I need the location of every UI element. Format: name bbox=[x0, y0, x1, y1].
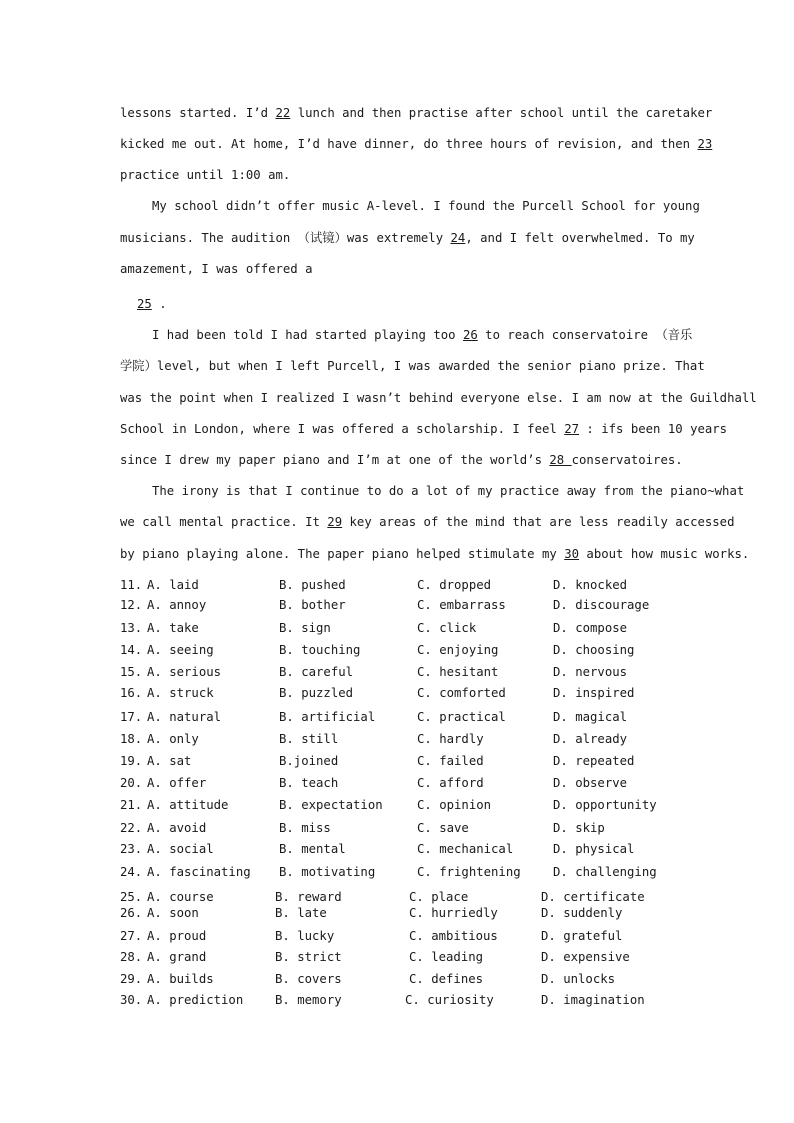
option-c: C. comforted bbox=[417, 686, 506, 700]
question-row bbox=[120, 970, 680, 988]
option-a: A. only bbox=[147, 732, 199, 746]
option-c: C. dropped bbox=[417, 578, 492, 592]
question-row bbox=[120, 840, 680, 858]
option-d: D. skip bbox=[553, 821, 605, 835]
option-b: B. lucky bbox=[275, 929, 335, 943]
option-d: D. choosing bbox=[553, 643, 635, 657]
question-row bbox=[120, 796, 680, 814]
question-number: 13. bbox=[120, 621, 143, 635]
question-row bbox=[120, 774, 680, 792]
passage-line: My school didn’t offer music A-level. I found the Purcell School for young bbox=[152, 199, 700, 213]
option-d: D. already bbox=[553, 732, 628, 746]
question-number: 11. bbox=[120, 578, 143, 592]
option-d: D. expensive bbox=[541, 950, 630, 964]
option-a: A. struck bbox=[147, 686, 214, 700]
option-d: D. discourage bbox=[553, 598, 650, 612]
question-row bbox=[120, 752, 680, 770]
option-a: A. laid bbox=[147, 578, 199, 592]
option-c: C. enjoying bbox=[417, 643, 499, 657]
question-number: 24. bbox=[120, 865, 143, 879]
question-row bbox=[120, 596, 680, 614]
option-a: A. avoid bbox=[147, 821, 207, 835]
passage-line: amazement, I was offered a bbox=[120, 262, 313, 276]
option-a: A. annoy bbox=[147, 598, 207, 612]
option-d: D. nervous bbox=[553, 665, 628, 679]
option-b: B. still bbox=[279, 732, 339, 746]
question-number: 29. bbox=[120, 972, 143, 986]
option-b: B. strict bbox=[275, 950, 342, 964]
option-a: A. seeing bbox=[147, 643, 214, 657]
blank-23: 23 bbox=[697, 137, 713, 151]
option-b: B. covers bbox=[275, 972, 342, 986]
question-number: 28. bbox=[120, 950, 143, 964]
option-b: B. teach bbox=[279, 776, 339, 790]
option-c: C. practical bbox=[417, 710, 506, 724]
option-b: B. careful bbox=[279, 665, 354, 679]
question-row bbox=[120, 948, 680, 966]
blank-29: 29 bbox=[327, 515, 343, 529]
option-c: C. failed bbox=[417, 754, 484, 768]
question-number: 20. bbox=[120, 776, 143, 790]
option-d: D. grateful bbox=[541, 929, 623, 943]
option-a: A. soon bbox=[147, 906, 199, 920]
option-b: B. artificial bbox=[279, 710, 376, 724]
option-b: B. motivating bbox=[279, 865, 376, 879]
option-d: D. repeated bbox=[553, 754, 635, 768]
option-a: A. fascinating bbox=[147, 865, 251, 879]
option-c: C. hesitant bbox=[417, 665, 499, 679]
option-d: D. observe bbox=[553, 776, 628, 790]
passage-line: since I drew my paper piano and I’m at one of the world’s 28 conservatoires. bbox=[120, 453, 683, 467]
passage-line: 学院）level, but when I left Purcell, I was awarded the senior piano prize. That bbox=[120, 359, 705, 373]
option-a: A. course bbox=[147, 890, 214, 904]
passage-line: kicked me out. At home, I’d have dinner, do three hours of revision, and then 23 bbox=[120, 137, 713, 151]
option-c: C. opinion bbox=[417, 798, 492, 812]
question-row bbox=[120, 904, 680, 922]
question-number: 12. bbox=[120, 598, 143, 612]
option-b: B. pushed bbox=[279, 578, 346, 592]
passage-line: I had been told I had started playing too 26 to reach conservatoire （音乐 bbox=[152, 328, 693, 342]
option-a: A. attitude bbox=[147, 798, 229, 812]
blank-27: 27 bbox=[564, 422, 580, 436]
passage-line: 25 . bbox=[137, 297, 167, 311]
option-d: D. imagination bbox=[541, 993, 645, 1007]
option-d: D. opportunity bbox=[553, 798, 657, 812]
question-row bbox=[120, 641, 680, 659]
passage-line: by piano playing alone. The paper piano helped stimulate my 30 about how music works. bbox=[120, 547, 750, 561]
blank-30: 30 bbox=[564, 547, 580, 561]
question-number: 16. bbox=[120, 686, 143, 700]
question-row bbox=[120, 991, 680, 1009]
option-a: A. social bbox=[147, 842, 214, 856]
option-d: D. knocked bbox=[553, 578, 628, 592]
option-d: D. unlocks bbox=[541, 972, 616, 986]
blank-22: 22 bbox=[275, 106, 291, 120]
passage-line: musicians. The audition （试镜）was extremely 24, and I felt overwhelmed. To my bbox=[120, 231, 695, 245]
question-row bbox=[120, 576, 680, 594]
question-row bbox=[120, 863, 680, 881]
option-d: D. physical bbox=[553, 842, 635, 856]
option-a: A. sat bbox=[147, 754, 192, 768]
question-number: 21. bbox=[120, 798, 143, 812]
option-c: C. frightening bbox=[417, 865, 521, 879]
blank-25: 25 bbox=[137, 297, 152, 311]
question-number: 19. bbox=[120, 754, 143, 768]
passage-line: we call mental practice. It 29 key areas of the mind that are less readily accessed bbox=[120, 515, 735, 529]
option-c: C. afford bbox=[417, 776, 484, 790]
question-row bbox=[120, 708, 680, 726]
option-d: D. compose bbox=[553, 621, 628, 635]
option-c: C. hurriedly bbox=[409, 906, 498, 920]
option-c: C. curiosity bbox=[405, 993, 494, 1007]
question-number: 26. bbox=[120, 906, 143, 920]
option-b: B. memory bbox=[275, 993, 342, 1007]
blank-28: 28 bbox=[549, 453, 572, 467]
passage-line: School in London, where I was offered a scholarship. I feel 27 : ifs been 10 years bbox=[120, 422, 728, 436]
option-b: B. puzzled bbox=[279, 686, 354, 700]
option-a: A. grand bbox=[147, 950, 207, 964]
option-c: C. hardly bbox=[417, 732, 484, 746]
option-a: A. offer bbox=[147, 776, 207, 790]
option-c: C. embarrass bbox=[417, 598, 506, 612]
blank-26: 26 bbox=[462, 328, 478, 342]
question-number: 23. bbox=[120, 842, 143, 856]
option-a: A. take bbox=[147, 621, 199, 635]
question-number: 14. bbox=[120, 643, 143, 657]
option-b: B.joined bbox=[279, 754, 339, 768]
question-row bbox=[120, 888, 680, 904]
question-number: 22. bbox=[120, 821, 143, 835]
option-d: D. challenging bbox=[553, 865, 657, 879]
option-b: B. bother bbox=[279, 598, 346, 612]
question-number: 25. bbox=[120, 890, 143, 904]
option-d: D. magical bbox=[553, 710, 628, 724]
question-number: 30. bbox=[120, 993, 143, 1007]
question-row bbox=[120, 730, 680, 748]
option-b: B. reward bbox=[275, 890, 342, 904]
option-b: B. touching bbox=[279, 643, 361, 657]
question-number: 17. bbox=[120, 710, 143, 724]
question-number: 15. bbox=[120, 665, 143, 679]
blank-24: 24 bbox=[450, 231, 466, 245]
option-c: C. mechanical bbox=[417, 842, 514, 856]
question-row bbox=[120, 663, 680, 681]
option-a: A. serious bbox=[147, 665, 222, 679]
option-c: C. leading bbox=[409, 950, 484, 964]
option-b: B. mental bbox=[279, 842, 346, 856]
passage-line: practice until 1:00 am. bbox=[120, 168, 291, 182]
option-c: C. save bbox=[417, 821, 469, 835]
option-d: D. inspired bbox=[553, 686, 635, 700]
passage-line: The irony is that I continue to do a lot of my practice away from the piano~what bbox=[152, 484, 745, 498]
option-a: A. natural bbox=[147, 710, 222, 724]
option-c: C. place bbox=[409, 890, 469, 904]
option-d: D. certificate bbox=[541, 890, 645, 904]
question-number: 18. bbox=[120, 732, 143, 746]
option-c: C. ambitious bbox=[409, 929, 498, 943]
option-b: B. miss bbox=[279, 821, 331, 835]
question-number: 27. bbox=[120, 929, 143, 943]
question-row bbox=[120, 684, 680, 702]
option-b: B. late bbox=[275, 906, 327, 920]
option-c: C. defines bbox=[409, 972, 484, 986]
option-a: A. proud bbox=[147, 929, 207, 943]
option-c: C. click bbox=[417, 621, 477, 635]
option-d: D. suddenly bbox=[541, 906, 623, 920]
passage-line: was the point when I realized I wasn’t behind everyone else. I am now at the Guildhall bbox=[120, 391, 757, 405]
passage-line: lessons started. I’d 22 lunch and then practise after school until the caretaker bbox=[120, 106, 713, 120]
question-row bbox=[120, 819, 680, 837]
question-row bbox=[120, 619, 680, 637]
option-b: B. sign bbox=[279, 621, 331, 635]
question-row bbox=[120, 927, 680, 945]
option-b: B. expectation bbox=[279, 798, 383, 812]
option-a: A. builds bbox=[147, 972, 214, 986]
option-a: A. prediction bbox=[147, 993, 244, 1007]
